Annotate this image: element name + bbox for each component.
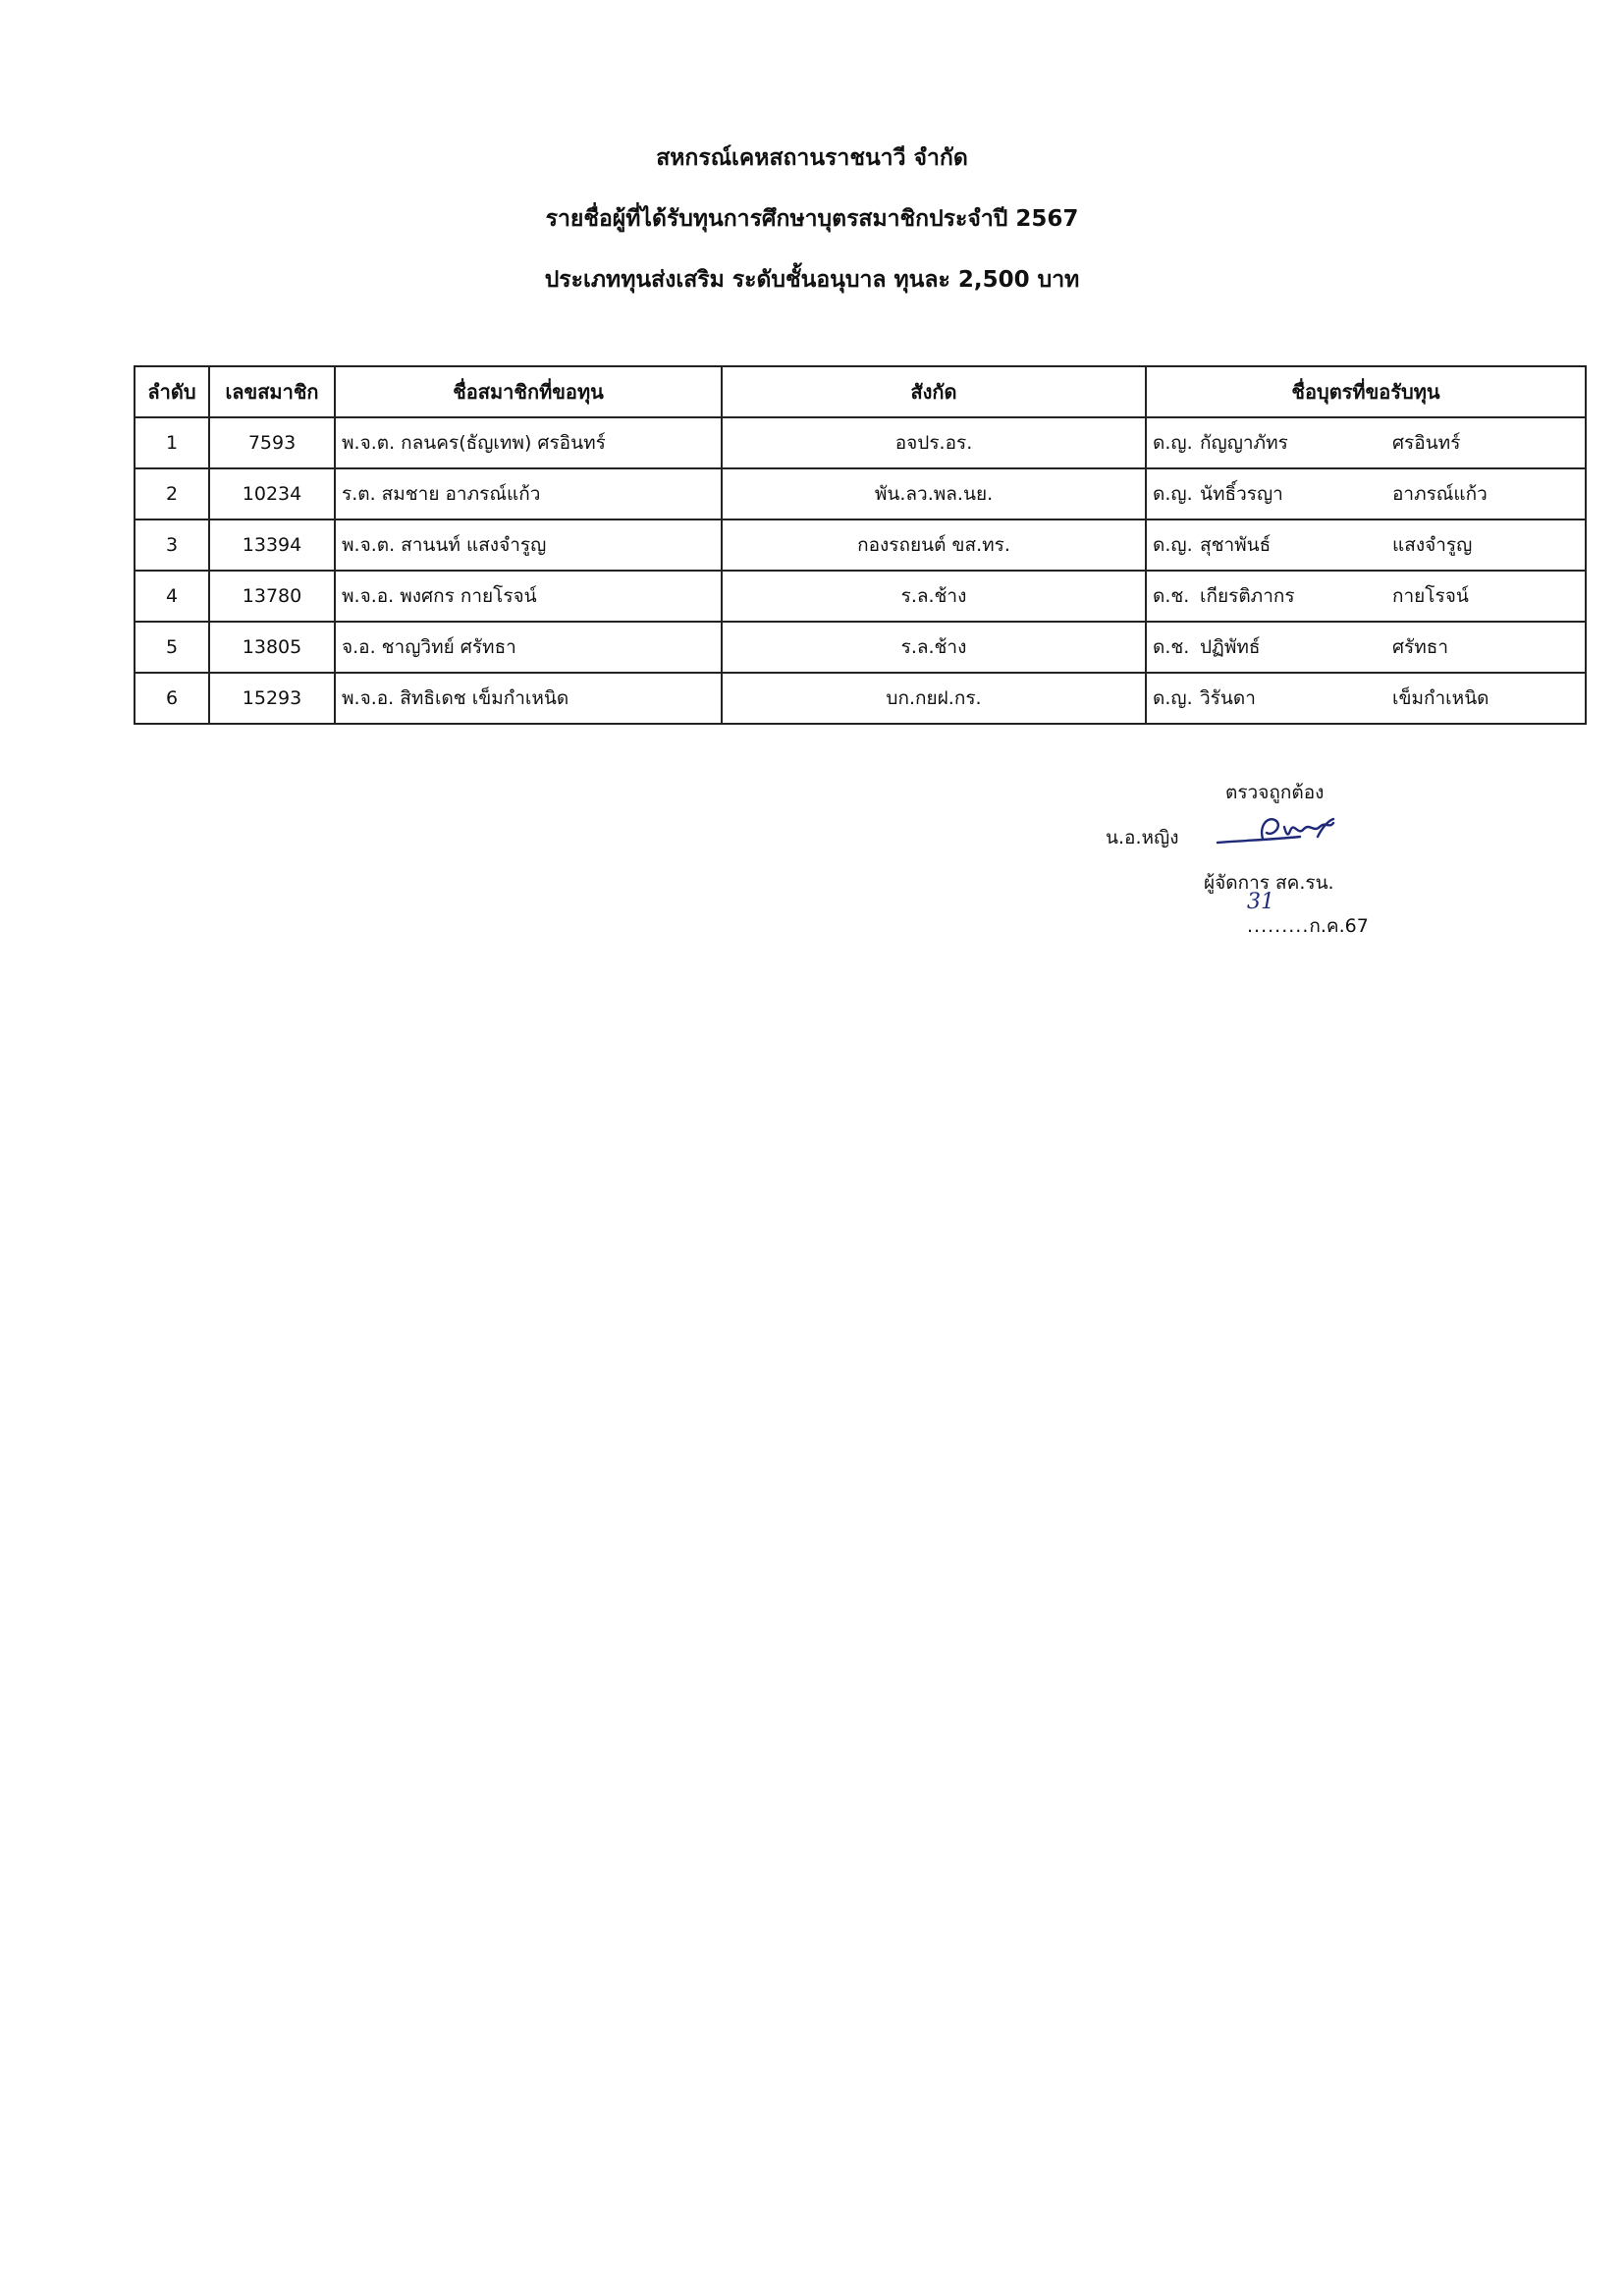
cell-unit: บก.กยฝ.กร. xyxy=(722,673,1146,724)
child-first-name: สุชาพันธ์ xyxy=(1200,534,1272,556)
verified-label: ตรวจถูกต้อง xyxy=(1225,782,1325,803)
child-first-name: เกียรติภากร xyxy=(1200,585,1295,607)
child-prefix: ด.ญ. xyxy=(1153,687,1193,709)
cell-member-name: ร.ต. สมชาย อาภรณ์แก้ว xyxy=(335,468,722,519)
child-prefix: ด.ญ. xyxy=(1153,483,1193,505)
header-unit: สังกัด xyxy=(722,366,1146,417)
scholarship-table xyxy=(134,365,1587,725)
handwritten-signature xyxy=(1212,807,1359,854)
cell-child-name xyxy=(1146,468,1586,519)
child-first-name: นัทธิ์วรญา xyxy=(1200,483,1283,505)
table-header-row xyxy=(135,366,1586,417)
header-member-id: เลขสมาชิก xyxy=(209,366,335,417)
child-last-name: ศรัทธา xyxy=(1392,636,1449,658)
cell-member-name: พ.จ.ต. สานนท์ แสงจำรูญ xyxy=(335,519,722,571)
cell-child-name xyxy=(1146,673,1586,724)
cell-member-id: 7593 xyxy=(209,417,335,468)
cell-unit: กองรถยนต์ ขส.ทร. xyxy=(722,519,1146,571)
child-last-name: กายโรจน์ xyxy=(1392,585,1469,607)
cell-no: 5 xyxy=(135,622,209,673)
table-row xyxy=(135,622,1586,673)
document-title: สหกรณ์เคหสถานราชนาวี จำกัด xyxy=(656,145,968,171)
cell-no: 1 xyxy=(135,417,209,468)
cell-no: 2 xyxy=(135,468,209,519)
header-member-name: ชื่อสมาชิกที่ขอทุน xyxy=(335,366,722,417)
table-row xyxy=(135,571,1586,622)
cell-child-name xyxy=(1146,519,1586,571)
child-last-name: อาภรณ์แก้ว xyxy=(1392,483,1488,505)
child-first-name: กัญญาภัทร xyxy=(1200,432,1288,454)
header-child-name: ชื่อบุตรที่ขอรับทุน xyxy=(1146,366,1586,417)
cell-member-name: พ.จ.ต. กลนคร(ธัญเทพ) ศรอินทร์ xyxy=(335,417,722,468)
cell-member-id: 15293 xyxy=(209,673,335,724)
cell-member-id: 13805 xyxy=(209,622,335,673)
child-prefix: ด.ช. xyxy=(1153,585,1190,607)
cell-member-id: 13394 xyxy=(209,519,335,571)
scholarship-category: ประเภททุนส่งเสริม ระดับชั้นอนุบาล ทุนละ 2,500 บาท xyxy=(544,267,1080,293)
header-no: ลำดับ xyxy=(135,366,209,417)
cell-member-id: 13780 xyxy=(209,571,335,622)
cell-member-name: พ.จ.อ. สิทธิเดช เข็มกำเหนิด xyxy=(335,673,722,724)
child-first-name: วิรันดา xyxy=(1200,687,1256,709)
child-first-name: ปฏิพัทธ์ xyxy=(1200,636,1261,658)
cell-member-id: 10234 xyxy=(209,468,335,519)
date-day-handwritten: 31 xyxy=(1247,890,1274,914)
signature-date xyxy=(1247,890,1369,941)
date-dots: ......... xyxy=(1247,915,1310,937)
cell-child-name xyxy=(1146,571,1586,622)
cell-unit: อจปร.อร. xyxy=(722,417,1146,468)
cell-no: 6 xyxy=(135,673,209,724)
cell-unit: พัน.ลว.พล.นย. xyxy=(722,468,1146,519)
cell-no: 3 xyxy=(135,519,209,571)
cell-unit: ร.ล.ช้าง xyxy=(722,571,1146,622)
child-last-name: แสงจำรูญ xyxy=(1392,534,1473,556)
signer-rank: น.อ.หญิง xyxy=(1106,827,1179,848)
child-prefix: ด.ช. xyxy=(1153,636,1190,658)
cell-unit: ร.ล.ช้าง xyxy=(722,622,1146,673)
child-prefix: ด.ญ. xyxy=(1153,534,1193,556)
table-row xyxy=(135,673,1586,724)
child-last-name: ศรอินทร์ xyxy=(1392,432,1461,454)
cell-child-name xyxy=(1146,622,1586,673)
cell-member-name: จ.อ. ชาญวิทย์ ศรัทธา xyxy=(335,622,722,673)
table-row xyxy=(135,519,1586,571)
document-subtitle: รายชื่อผู้ที่ได้รับทุนการศึกษาบุตรสมาชิกประจำปี 2567 xyxy=(545,206,1079,232)
child-last-name: เข็มกำเหนิด xyxy=(1392,687,1489,709)
table-row xyxy=(135,468,1586,519)
cell-member-name: พ.จ.อ. พงศกร กายโรจน์ xyxy=(335,571,722,622)
signer-position: ผู้จัดการ สค.รน. xyxy=(1204,872,1334,894)
child-prefix: ด.ญ. xyxy=(1153,432,1193,454)
cell-child-name xyxy=(1146,417,1586,468)
cell-no: 4 xyxy=(135,571,209,622)
table-row xyxy=(135,417,1586,468)
date-month-year: ก.ค.67 xyxy=(1309,915,1369,937)
